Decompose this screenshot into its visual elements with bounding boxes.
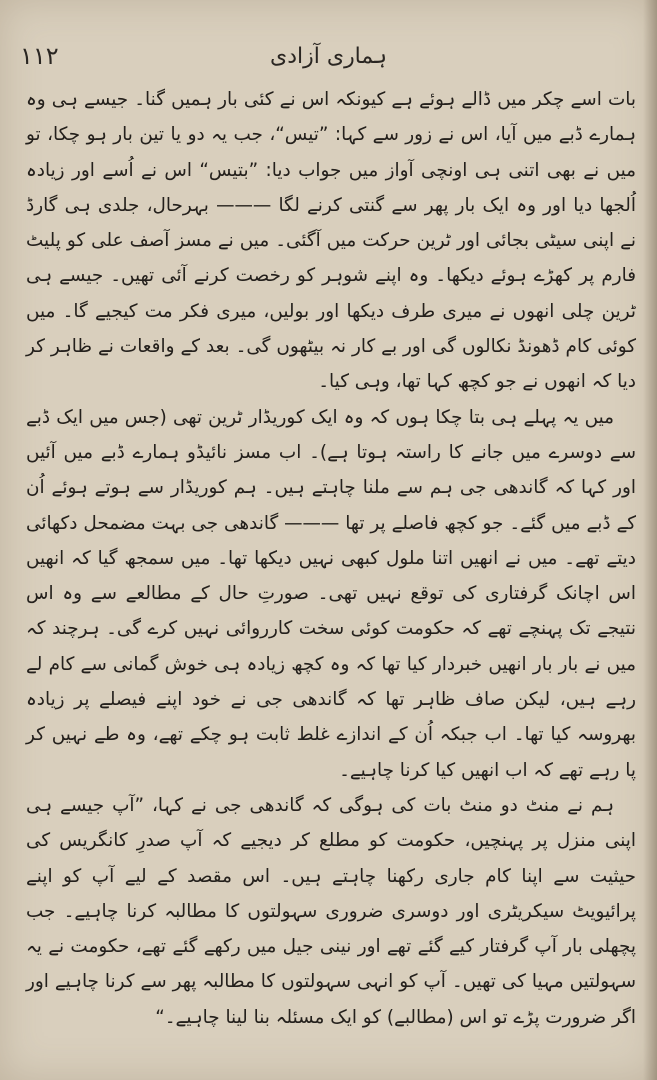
- page-number: ۱۱۲: [20, 42, 59, 70]
- page-header: [0, 38, 657, 78]
- paragraph-2: میں یہ پہلے ہی بتا چکا ہوں کہ وہ ایک کوریڈار ٹرین تھی (جس میں ایک ڈبے سے دوسرے میں جانے کا راستہ ہوتا ہے)۔ اب مسز نائیڈو ہمارے ڈبے میں آئیں اور کہا کہ گاندھی جی ہم سے ملنا چاہتے ہیں۔ ہم کوریڈار سے ہوتے ہوئے اُن کے ڈبے میں گئے۔ جو کچھ فاصلے پر تھا ——— گاندھی جی بہت مضمحل دکھائی دیتے تھے۔ میں نے انھیں اتنا ملول کبھی نہیں دیکھا تھا۔ میں سمجھ گیا کہ انھیں اس اچانک گرفتاری کی توقع نہیں تھی۔ صورتِ حال کے مطالعے سے وہ اس نتیجے تک پہنچے تھے کہ حکومت کوئی سخت کارروائی نہیں کرے گی۔ ہرچند کہ میں نے بار بار انھیں خبردار کیا تھا کہ وہ کچھ زیادہ ہی خوش گمانی سے کام لے رہے ہیں، لیکن صاف ظاہر تھا کہ گاندھی جی نے خود اپنے فیصلے پر زیادہ بھروسہ کیا تھا۔ اب جبکہ اُن کے اندازے غلط ثابت ہو چکے تھے، وہ طے نہیں کر پا رہے تھے کہ اب انھیں کیا کرنا چاہیے۔: [26, 406, 636, 781]
- running-title: ہماری آزادی: [269, 44, 387, 69]
- paragraph-1: بات اسے چکر میں ڈالے ہوئے ہے کیونکہ اس نے کئی بار ہمیں گنا۔ جیسے ہی وہ ہمارے ڈبے میں آیا، اس نے زور سے کہا: ”تیس“، جب یہ دو یا تین بار ہو چکا، تو میں نے بھی اتنی ہی اونچی آواز میں جواب دیا: ”بتیس“ اس نے اُسے اور زیادہ اُلجھا دیا اور وہ ایک بار پھر سے گنتی کرنے لگا ——— بہرحال، جلدی ہی گارڈ نے اپنی سیٹی بجائی اور ٹرین حرکت میں آگئی۔ میں نے مسز آصف علی کو پلیٹ فارم پر کھڑے ہوئے دیکھا۔ وہ اپنے شوہر کو رخصت کرنے آئی تھیں۔ جیسے ہی ٹرین چلی انھوں نے میری طرف دیکھا اور بولیں، میری فکر مت کیجیے گا۔ میں کوئی کام ڈھونڈ نکالوں گی اور بے کار نہ بیٹھوں گی۔ بعد کے واقعات نے ظاہر کر دیا کہ انھوں نے جو کچھ کہا تھا، وہی کیا۔: [26, 89, 636, 393]
- body-text: [26, 82, 636, 1042]
- paragraph-3: ہم نے منٹ دو منٹ بات کی ہوگی کہ گاندھی جی نے کہا، ”آپ جیسے ہی اپنی منزل پر پہنچیں، حکومت کو مطلع کر دیجیے کہ آپ صدرِ کانگریس کی حیثیت سے اپنا کام جاری رکھنا چاہتے ہیں۔ اس مقصد کے لیے آپ کو اپنے پرائیویٹ سیکریٹری اور دوسری ضروری سہولتوں کا مطالبہ کرنا چاہیے۔ جب پچھلی بار آپ گرفتار کیے گئے تھے اور نینی جیل میں رکھے گئے تھے، حکومت نے یہ سہولتیں مہیا کی تھیں۔ آپ کو انہی سہولتوں کا مطالبہ پھر سے کرنا چاہیے اور اگر ضرورت پڑے تو اس (مطالبے) کو ایک مسئلہ بنا لینا چاہیے۔“: [26, 794, 636, 1028]
- page-edge-shadow: [643, 0, 657, 1080]
